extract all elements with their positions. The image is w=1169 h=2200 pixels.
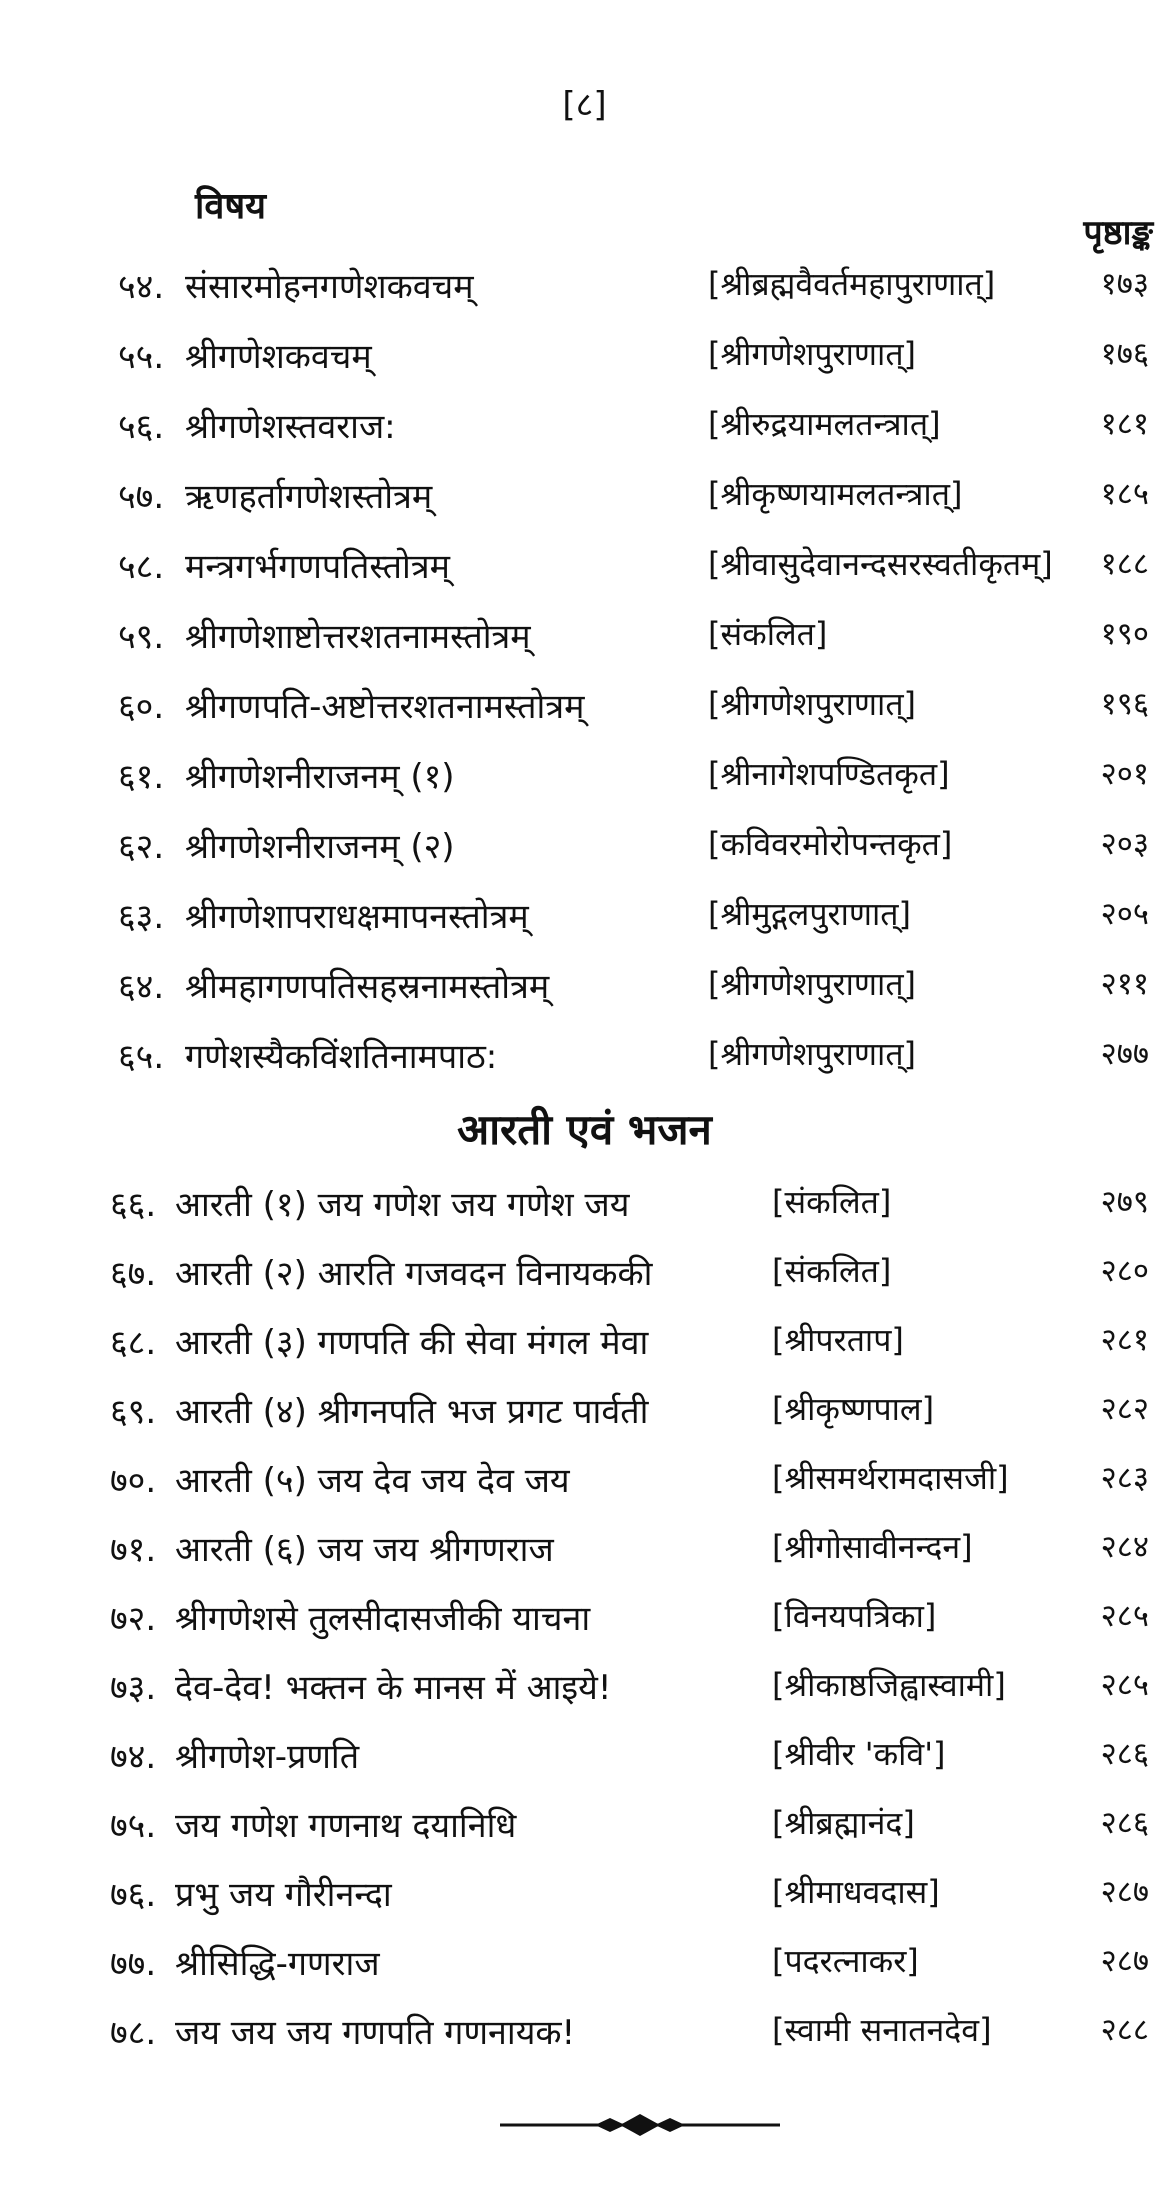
entry-number: ६७. [110, 1254, 157, 1294]
entry-source: [पदरत्नाकर] [772, 1942, 919, 1980]
entry-title: आरती (१) जय गणेश जय गणेश जय [175, 1185, 630, 1225]
toc-row [0, 402, 1169, 472]
entry-page: २८७ [1100, 1943, 1149, 1979]
entry-source: [श्रीमाधवदास] [772, 1873, 940, 1911]
toc-row [0, 1594, 1169, 1663]
entry-source: [श्रीगणेशपुराणात्] [708, 685, 917, 723]
entry-title: आरती (६) जय जय श्रीगणराज [175, 1530, 554, 1570]
entry-source: [श्रीवासुदेवानन्दसरस्वतीकृतम्] [708, 545, 1053, 583]
entry-source: [विनयपत्रिका] [772, 1597, 937, 1635]
entry-source: [कविवरमोरोपन्तकृत] [708, 825, 953, 863]
entry-page: २८१ [1100, 1322, 1149, 1358]
entry-page: १८१ [1100, 406, 1149, 442]
toc-row [0, 1525, 1169, 1594]
entry-number: ७३. [110, 1668, 157, 1708]
toc-row [0, 1801, 1169, 1870]
entry-source: [संकलित] [772, 1183, 892, 1221]
entry-title: श्रीगणेश-प्रणति [175, 1737, 360, 1777]
entry-title: श्रीसिद्धि-गणराज [175, 1944, 380, 1984]
toc-row [0, 962, 1169, 1032]
entry-title: प्रभु जय गौरीनन्दा [175, 1875, 392, 1915]
entry-page: १९६ [1100, 686, 1149, 722]
toc-row [0, 2008, 1169, 2077]
entry-number: ६२. [118, 827, 165, 867]
entry-page: २८६ [1100, 1736, 1149, 1772]
entry-number: ६५. [118, 1037, 165, 1077]
entry-page: २८८ [1100, 2012, 1149, 2048]
entry-source: [श्रीसमर्थरामदासजी] [772, 1459, 1009, 1497]
subject-column-heading: विषय [195, 186, 267, 227]
entry-title: श्रीगणेशसे तुलसीदासजीकी याचना [175, 1599, 591, 1639]
entry-source: [श्रीब्रह्मानंद] [772, 1804, 915, 1842]
entry-title: मन्त्रगर्भगणपतिस्तोत्रम् [185, 547, 450, 587]
entry-title: आरती (५) जय देव जय देव जय [175, 1461, 570, 1501]
page-number: [८] [562, 85, 607, 125]
toc-row [0, 542, 1169, 612]
entry-number: ७६. [110, 1875, 157, 1915]
entry-source: [संकलित] [708, 615, 828, 653]
toc-row [0, 1732, 1169, 1801]
entry-source: [श्रीगणेशपुराणात्] [708, 335, 917, 373]
entry-source: [स्वामी सनातनदेव] [772, 2011, 992, 2049]
entry-page: २८५ [1100, 1667, 1149, 1703]
toc-row [0, 682, 1169, 752]
entry-page: २११ [1100, 966, 1149, 1002]
entry-number: ६०. [118, 687, 165, 727]
entry-source: [श्रीब्रह्मवैवर्तमहापुराणात्] [708, 265, 996, 303]
entry-page: २८६ [1100, 1805, 1149, 1841]
entry-page: १७३ [1100, 266, 1149, 302]
entry-title: संसारमोहनगणेशकवचम् [185, 267, 474, 307]
toc-row [0, 1456, 1169, 1525]
entry-number: ७१. [110, 1530, 157, 1570]
entry-page: २७९ [1100, 1184, 1149, 1220]
entry-page: २८० [1100, 1253, 1149, 1289]
entry-title: ऋणहर्तागणेशस्तोत्रम् [185, 477, 433, 517]
entry-title: श्रीगणेशाष्टोत्तरशतनामस्तोत्रम् [185, 617, 531, 657]
toc-row [0, 1939, 1169, 2008]
entry-source: [श्रीगणेशपुराणात्] [708, 965, 917, 1003]
entry-source: [श्रीमुद्गलपुराणात्] [708, 895, 912, 933]
entry-source: [श्रीवीर 'कवि'] [772, 1735, 946, 1773]
toc-row [0, 1180, 1169, 1249]
toc-row [0, 1249, 1169, 1318]
entry-page: १९० [1100, 616, 1149, 652]
entry-title: श्रीमहागणपतिसहस्रनामस्तोत्रम् [185, 967, 550, 1007]
entry-title: देव-देव! भक्तन के मानस में आइये! [175, 1668, 612, 1708]
entry-title: गणेशस्यैकविंशतिनामपाठ: [185, 1037, 498, 1077]
entry-source: [श्रीपरताप] [772, 1321, 904, 1359]
entry-title: श्रीगणेशस्तवराज: [185, 407, 396, 447]
ornament-divider-icon [500, 2110, 780, 2140]
toc-row [0, 1387, 1169, 1456]
entry-page: २८३ [1100, 1460, 1149, 1496]
entry-source: [श्रीकाष्ठजिह्वास्वामी] [772, 1666, 1006, 1704]
entry-source: [श्रीरुद्रयामलतन्त्रात्] [708, 405, 941, 443]
entry-page: १८८ [1100, 546, 1149, 582]
entry-number: ६३. [118, 897, 165, 937]
entry-number: ५७. [118, 477, 165, 517]
entry-number: ५४. [118, 267, 165, 307]
entry-number: ५५. [118, 337, 165, 377]
toc-row [0, 1318, 1169, 1387]
toc-row [0, 822, 1169, 892]
entry-number: ६१. [118, 757, 165, 797]
toc-row [0, 1870, 1169, 1939]
entry-number: ५६. [118, 407, 165, 447]
entry-page: २०१ [1100, 756, 1149, 792]
entry-number: ६४. [118, 967, 165, 1007]
entry-title: आरती (३) गणपति की सेवा मंगल मेवा [175, 1323, 649, 1363]
entry-number: ५८. [118, 547, 165, 587]
entry-title: श्रीगणेशनीराजनम् (२) [185, 827, 455, 867]
toc-row [0, 472, 1169, 542]
entry-number: ७०. [110, 1461, 157, 1501]
entry-source: [श्रीकृष्णपाल] [772, 1390, 935, 1428]
entry-title: श्रीगणेशापराधक्षमापनस्तोत्रम् [185, 897, 529, 937]
entry-page: १८५ [1100, 476, 1149, 512]
entry-number: ७७. [110, 1944, 157, 1984]
entry-page: २०५ [1100, 896, 1149, 932]
entry-number: ७४. [110, 1737, 157, 1777]
toc-row [0, 262, 1169, 332]
toc-row [0, 332, 1169, 402]
entry-number: ६८. [110, 1323, 157, 1363]
entry-source: [श्रीनागेशपण्डितकृत] [708, 755, 950, 793]
entry-page: १७६ [1100, 336, 1149, 372]
contents-list [0, 262, 1169, 1102]
toc-row [0, 1032, 1169, 1102]
entry-page: २८७ [1100, 1874, 1149, 1910]
entry-number: ६६. [110, 1185, 157, 1225]
entry-source: [श्रीकृष्णयामलतन्त्रात्] [708, 475, 963, 513]
aarti-bhajan-list [0, 1180, 1169, 2077]
page-column-heading: पृष्ठाङ्क [1083, 213, 1153, 253]
entry-title: आरती (२) आरति गजवदन विनायककी [175, 1254, 653, 1294]
entry-number: ७८. [110, 2013, 157, 2053]
entry-title: जय जय जय गणपति गणनायक! [175, 2013, 576, 2053]
entry-title: जय गणेश गणनाथ दयानिधि [175, 1806, 517, 1846]
entry-source: [श्रीगणेशपुराणात्] [708, 1035, 917, 1073]
entry-number: ७२. [110, 1599, 157, 1639]
entry-title: श्रीगणेशकवचम् [185, 337, 372, 377]
section-heading: आरती एवं भजन [457, 1105, 712, 1154]
entry-page: २८४ [1100, 1529, 1149, 1565]
entry-number: ५९. [118, 617, 165, 657]
toc-row [0, 612, 1169, 682]
entry-page: २७७ [1100, 1036, 1149, 1072]
toc-row [0, 892, 1169, 962]
entry-number: ६९. [110, 1392, 157, 1432]
entry-title: श्रीगणेशनीराजनम् (१) [185, 757, 455, 797]
entry-page: २८२ [1100, 1391, 1149, 1427]
entry-title: आरती (४) श्रीगनपति भज प्रगट पार्वती [175, 1392, 649, 1432]
entry-source: [संकलित] [772, 1252, 892, 1290]
toc-row [0, 752, 1169, 822]
entry-page: २८५ [1100, 1598, 1149, 1634]
entry-title: श्रीगणपति-अष्टोत्तरशतनामस्तोत्रम् [185, 687, 585, 727]
toc-row [0, 1663, 1169, 1732]
entry-source: [श्रीगोसावीनन्दन] [772, 1528, 973, 1566]
entry-page: २०३ [1100, 826, 1149, 862]
entry-number: ७५. [110, 1806, 157, 1846]
